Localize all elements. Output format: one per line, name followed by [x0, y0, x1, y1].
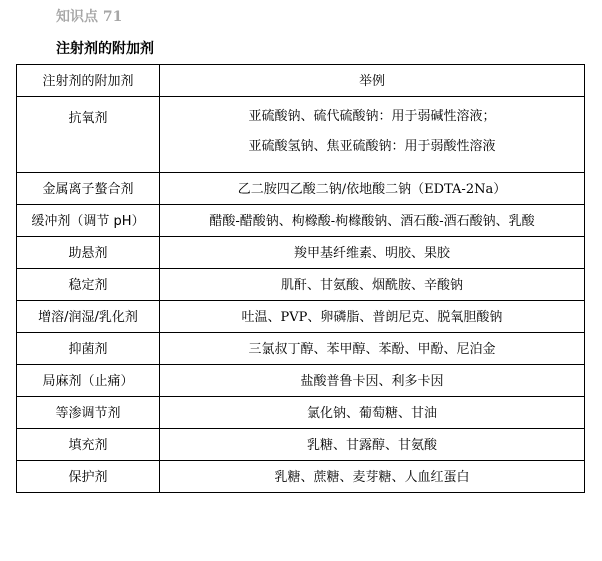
- column-header-additive: 注射剂的附加剂: [17, 65, 160, 97]
- additive-examples: 肌酐、甘氨酸、烟酰胺、辛酸钠: [160, 269, 585, 301]
- additive-category: 稳定剂: [17, 269, 160, 301]
- table-row: [17, 429, 585, 461]
- additive-category: 缓冲剂（调节 pH）: [17, 205, 160, 237]
- additive-category: 金属离子螯合剂: [17, 173, 160, 205]
- example-line: 亚硫酸氢钠、焦亚硫酸钠：用于弱酸性溶液: [248, 139, 496, 154]
- additive-examples: 醋酸-醋酸钠、枸橼酸-枸橼酸钠、酒石酸-酒石酸钠、乳酸: [160, 205, 585, 237]
- additive-category: 保护剂: [17, 461, 160, 493]
- additive-examples: 氯化钠、葡萄糖、甘油: [160, 397, 585, 429]
- additive-category: 增溶/润湿/乳化剂: [17, 301, 160, 333]
- additive-category: 抑菌剂: [17, 333, 160, 365]
- additive-examples: 盐酸普鲁卡因、利多卡因: [160, 365, 585, 397]
- table-row: [17, 205, 585, 237]
- additive-examples: 乙二胺四乙酸二钠/依地酸二钠（EDTA-2Na）: [160, 173, 585, 205]
- additive-examples: 羧甲基纤维素、明胶、果胶: [160, 237, 585, 269]
- additive-examples: [160, 97, 585, 173]
- knowledge-point-label: 知识点 71: [56, 9, 123, 25]
- additive-examples: 乳糖、甘露醇、甘氨酸: [160, 429, 585, 461]
- additive-examples: 三氯叔丁醇、苯甲醇、苯酚、甲酚、尼泊金: [160, 333, 585, 365]
- additive-category: 等渗调节剂: [17, 397, 160, 429]
- table-row: [17, 173, 585, 205]
- example-line: 亚硫酸钠、硫代硫酸钠：用于弱碱性溶液；: [248, 109, 496, 124]
- additive-examples: 乳糖、蔗糖、麦芽糖、人血红蛋白: [160, 461, 585, 493]
- table-row: [17, 237, 585, 269]
- additive-category: 填充剂: [17, 429, 160, 461]
- table-row: [17, 397, 585, 429]
- table-row: [17, 461, 585, 493]
- table-row: [17, 269, 585, 301]
- table-row: [17, 333, 585, 365]
- additive-category: 抗氧剂: [17, 97, 160, 173]
- table-row: [17, 365, 585, 397]
- additive-category: 局麻剂（止痛）: [17, 365, 160, 397]
- section-title: 注射剂的附加剂: [56, 41, 154, 57]
- table-header-row: [17, 65, 585, 97]
- table-row: [17, 97, 585, 173]
- column-header-examples: 举例: [160, 65, 585, 97]
- table-row: [17, 301, 585, 333]
- additives-table: [16, 64, 585, 493]
- additive-category: 助悬剂: [17, 237, 160, 269]
- additive-examples: 吐温、PVP、卵磷脂、普朗尼克、脱氧胆酸钠: [160, 301, 585, 333]
